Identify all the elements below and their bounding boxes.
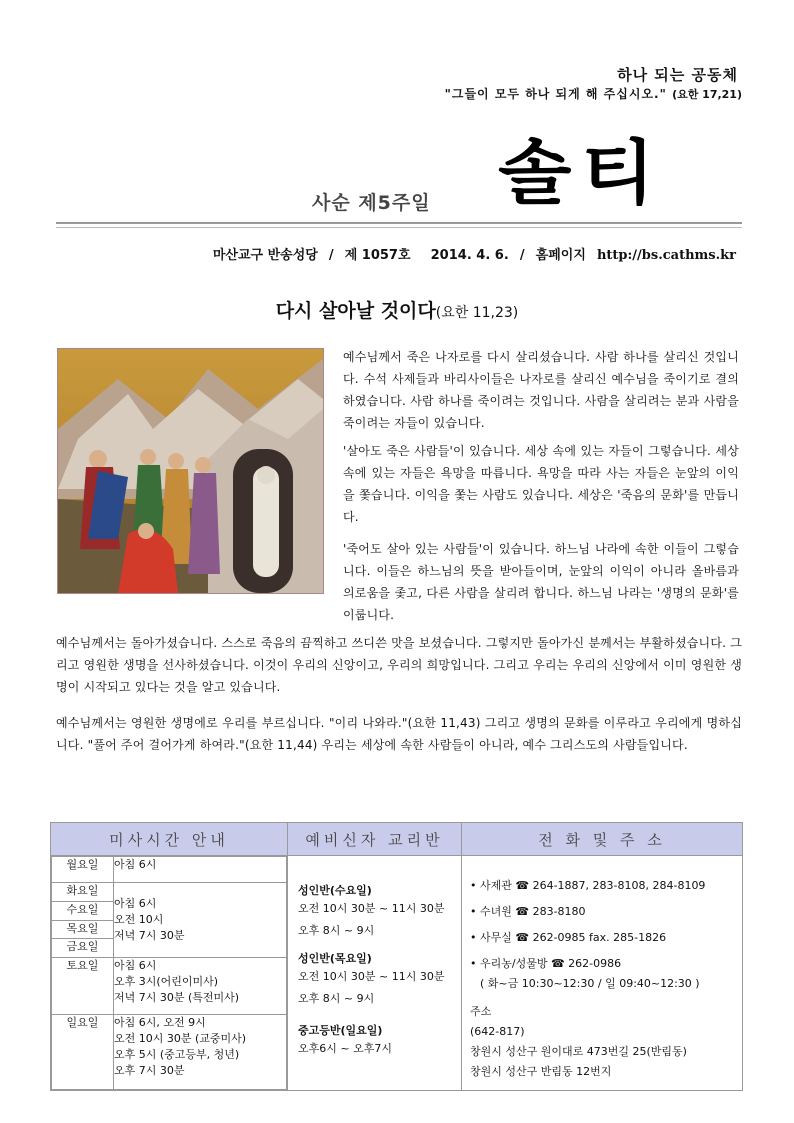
community-title: 하나 되는 공동체 <box>617 66 738 84</box>
catechism-time: 오후6시 ~ 오후7시 <box>298 1042 392 1055</box>
mass-time: 저녁 7시 30분 <box>114 929 185 943</box>
info-table <box>50 822 743 1091</box>
article-title <box>0 296 794 323</box>
motto-text: "그들이 모두 하나 되게 해 주십시오." <box>444 87 667 101</box>
article-paragraph: '살아도 죽은 사람들'이 있습니다. 세상 속에 있는 자들이 그렇습니다. 세상 속에 있는 자들은 욕망을 따릅니다. 욕망을 따라 사는 자들은 눈앞의 이익을 쫓습니다. 이익을 쫓는 사람도 있습니다. 세상은 '죽음의 문화'를 만듭니다. <box>343 444 739 524</box>
article-title-text: 다시 살아날 것이다 <box>275 300 436 322</box>
address-line: 창원시 성산구 반림동 12번지 <box>470 1065 612 1078</box>
postcode: (642-817) <box>470 1025 525 1038</box>
bulletin-logo: 솔티 <box>498 131 665 214</box>
catechism-time: 오전 10시 30분 ~ 11시 30분 <box>298 902 445 915</box>
mass-schedule <box>51 856 288 1091</box>
mass-time: 아침 6시 <box>114 897 157 911</box>
motto-reference: (요한 17,21) <box>672 88 742 101</box>
mass-time: 아침 6시 <box>114 857 287 883</box>
mass-time: 아침 6시, 오전 9시 <box>114 1016 206 1030</box>
mass-schedule-table <box>51 856 287 1090</box>
separator: / <box>519 248 525 263</box>
article-paragraph: 예수님께서 죽은 나자로를 다시 살리셨습니다. 사람 하나를 살리신 것입니다. 수석 사제들과 바리사이들은 나자로를 살리신 예수님을 죽이기로 결의하였습니다. 사람 하나를 죽이려는 것입니다. 사람을 살리려는 분과 사람을 죽이려는 자들이 있습니다. <box>343 350 739 430</box>
catechism-time: 오전 10시 30분 ~ 11시 30분 <box>298 970 445 983</box>
mass-schedule-header: 미사시간 안내 <box>51 823 288 856</box>
day-sunday: 일요일 <box>52 1015 114 1090</box>
homepage-label: 홈페이지 <box>535 248 586 263</box>
mass-time: 아침 6시 <box>114 959 157 973</box>
separator: / <box>328 248 334 263</box>
catechism-header: 예비신자 교리반 <box>288 823 462 856</box>
mass-time: 오전 10시 30분 (교중미사) <box>114 1032 247 1046</box>
article-paragraph: '죽어도 살아 있는 사람들'이 있습니다. 하느님 나라에 속한 이들이 그렇습니다. 이들은 하느님의 뜻을 받아들이며, 눈앞의 이익이 아니라 올바름과 의로움을 좇고, 다른 사람을 살리려 합니다. 하느님 나라는 '생명의 문화'를 이룹니다. <box>343 542 739 622</box>
contact-office: • 사무실 ☎ 262-0985 fax. 285-1826 <box>470 928 734 948</box>
catechism-group-title: 성인반(수요일) <box>298 884 372 897</box>
mass-time: 오후 7시 30분 <box>114 1064 185 1078</box>
header-divider <box>56 222 742 224</box>
header-divider-thin <box>56 227 742 228</box>
mass-time-weekday <box>114 883 287 958</box>
contact-convent: • 수녀원 ☎ 283-8180 <box>470 902 734 922</box>
motto-line <box>445 85 742 102</box>
shop-hours: ( 화~금 10:30~12:30 / 일 09:40~12:30 ) <box>480 977 700 990</box>
day-friday: 금요일 <box>52 939 114 958</box>
mass-time-saturday <box>114 958 287 1015</box>
mass-time: 저녁 7시 30분 (특전미사) <box>114 991 240 1005</box>
article-paragraph: 예수님께서는 돌아가셨습니다. 스스로 죽음의 끔찍하고 쓰디쓴 맛을 보셨습니다. 그렇지만 돌아가신 분께서는 부활하셨습니다. 그리고 영원한 생명을 선사하셨습니다. 이것이 우리의 신앙이고, 우리의 희망입니다. 그리고 우리는 우리의 신앙에서 이미 영원한 생명이 시작되고 있다는 것을 알고 있습니다. <box>56 636 742 694</box>
mass-time: 오전 10시 <box>114 913 164 927</box>
publication-info <box>211 244 736 263</box>
catechism-group-title: 중고등반(일요일) <box>298 1024 383 1037</box>
mass-time: 오후 5시 (중고등부, 청년) <box>114 1048 240 1062</box>
contact-header: 전 화 및 주 소 <box>462 823 743 856</box>
address-line: 창원시 성산구 원이대로 473번길 25(반림동) <box>470 1045 687 1058</box>
painting-illustration <box>58 349 323 593</box>
article-title-reference: (요한 11,23) <box>435 305 519 321</box>
catechism-time: 오후 8시 ~ 9시 <box>298 992 375 1005</box>
catechism-group-title: 성인반(목요일) <box>298 952 372 965</box>
catechism-time: 오후 8시 ~ 9시 <box>298 924 375 937</box>
contact-rectory: • 사제관 ☎ 264-1887, 283-8108, 284-8109 <box>470 876 734 896</box>
liturgical-season: 사순 제5주일 <box>312 192 431 214</box>
contact-info <box>462 856 743 1091</box>
catechism-schedule <box>288 856 462 1091</box>
raising-of-lazarus-painting <box>57 348 324 594</box>
issue-number: 제 1057호 <box>344 248 411 263</box>
issue-date: 2014. 4. 6. <box>430 248 509 263</box>
day-wednesday: 수요일 <box>52 902 114 921</box>
homepage-link[interactable]: http://bs.cathms.kr <box>596 248 736 263</box>
day-tuesday: 화요일 <box>52 883 114 902</box>
day-saturday: 토요일 <box>52 958 114 1015</box>
address-label: 주소 <box>470 1005 492 1018</box>
mass-time-sunday <box>114 1015 287 1090</box>
info-table-header <box>51 823 743 856</box>
day-thursday: 목요일 <box>52 920 114 939</box>
contact-shop: • 우리농/성물방 ☎ 262-0986 <box>470 954 734 974</box>
parish-name: 마산교구 반송성당 <box>212 248 318 263</box>
mass-time: 오후 3시(어린이미사) <box>114 975 219 989</box>
day-monday: 월요일 <box>52 857 114 883</box>
article-paragraph: 예수님께서는 영원한 생명에로 우리를 부르십니다. "이리 나와라."(요한 11,43) 그리고 생명의 문화를 이루라고 우리에게 명하십니다. "풀어 주어 걸어가게 하여라."(요한 11,44) 우리는 세상에 속한 사람들이 아니라, 예수 그리스도의 사람들입니다. <box>56 716 742 752</box>
